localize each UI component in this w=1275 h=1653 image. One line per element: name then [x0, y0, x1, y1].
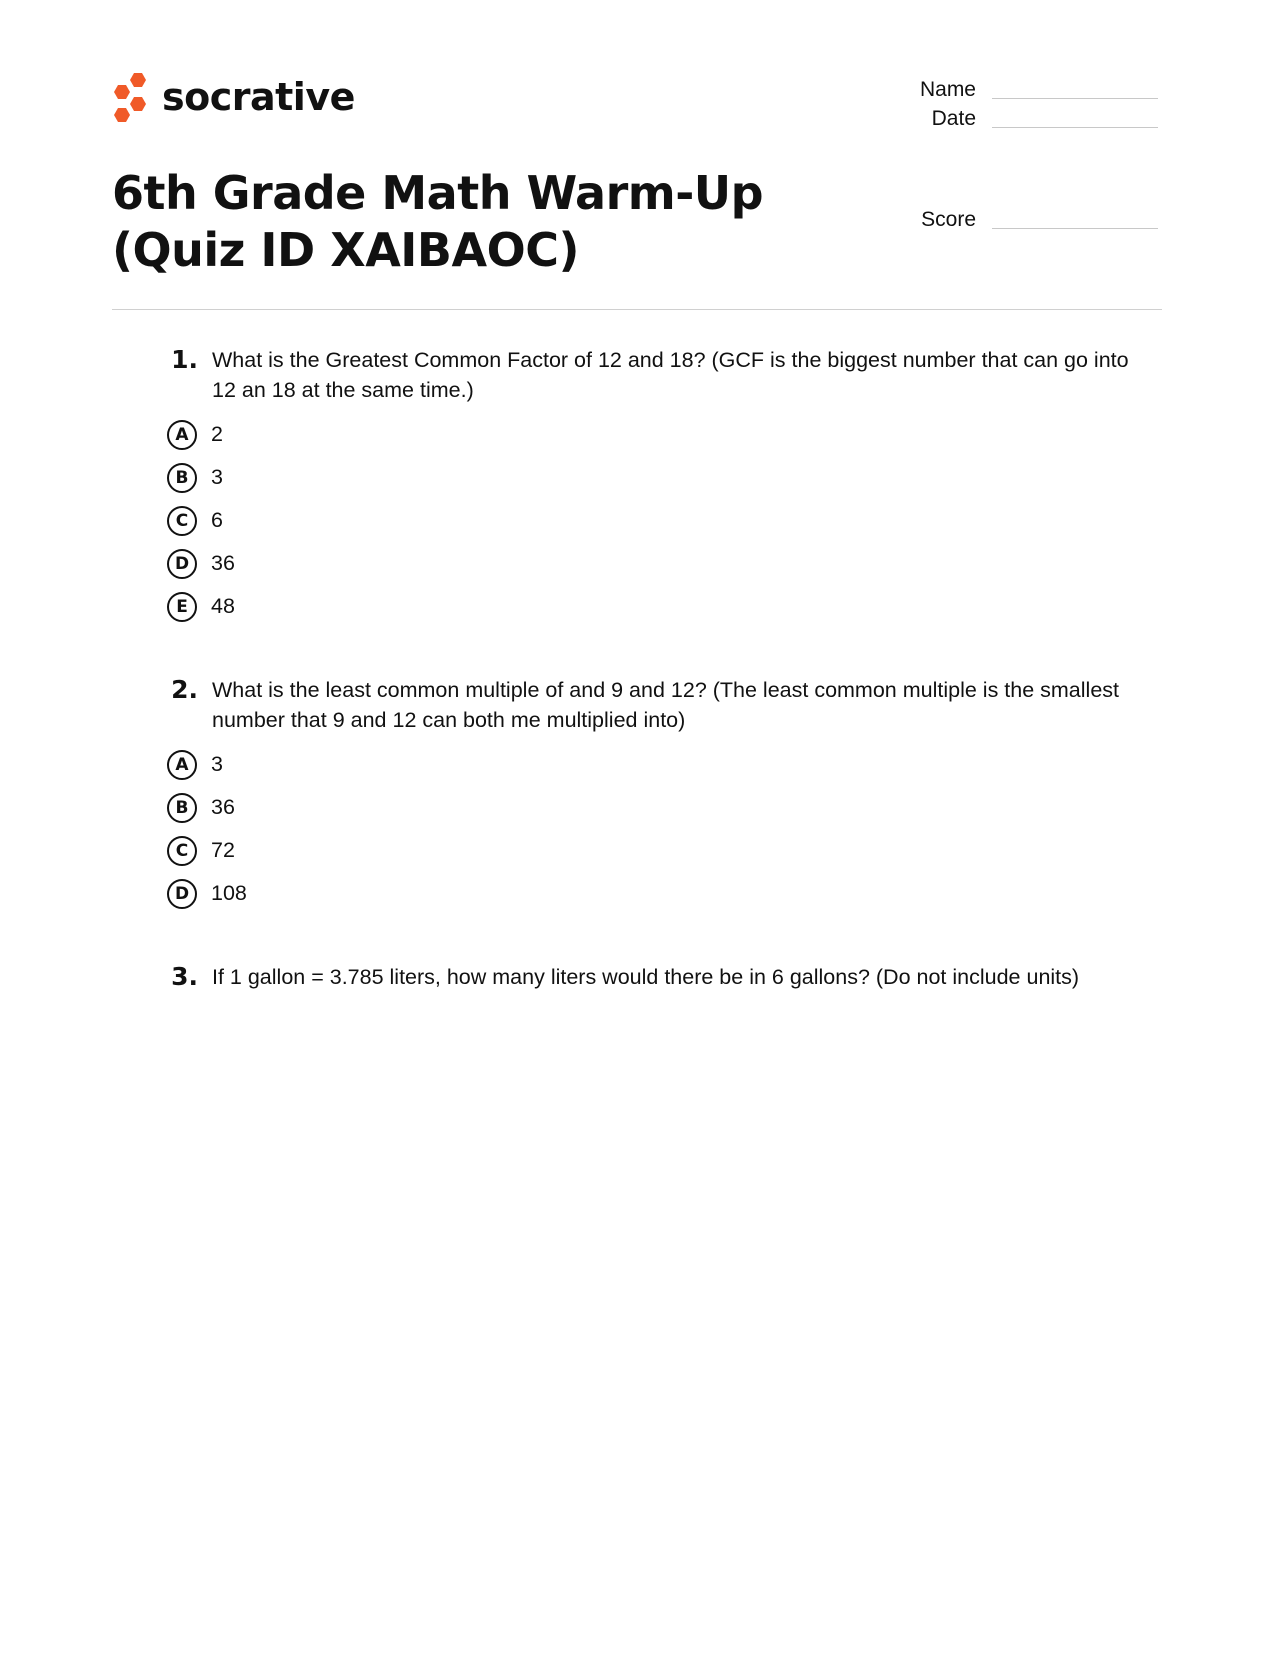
choice-bubble[interactable]: C	[167, 836, 197, 866]
choice-d[interactable]	[167, 542, 1155, 585]
choice-b[interactable]	[167, 786, 1155, 829]
question-1	[165, 345, 1155, 628]
name-label: Name	[919, 78, 976, 101]
choice-text: 36	[211, 795, 235, 819]
brand-name: socrative	[162, 75, 355, 119]
choice-bubble[interactable]: B	[167, 463, 197, 493]
socrative-logo	[112, 72, 355, 122]
choice-bubble[interactable]: C	[167, 506, 197, 536]
choice-text: 36	[211, 551, 235, 575]
choice-c[interactable]	[167, 829, 1155, 872]
question-number: 1.	[171, 345, 198, 374]
date-line[interactable]	[992, 127, 1158, 128]
name-field[interactable]	[876, 78, 1158, 102]
choice-text: 3	[211, 752, 223, 776]
hexagon-cluster-icon	[112, 72, 150, 122]
header-divider	[112, 309, 1162, 310]
choice-text: 3	[211, 465, 223, 489]
choice-text: 72	[211, 838, 235, 862]
choice-c[interactable]	[167, 499, 1155, 542]
question-text: If 1 gallon = 3.785 liters, how many liters would there be in 6 gallons? (Do not include units)	[212, 965, 1080, 989]
question-3	[165, 962, 1155, 992]
question-number: 3.	[171, 962, 198, 991]
choice-e[interactable]	[167, 585, 1155, 628]
score-line[interactable]	[992, 228, 1158, 229]
score-field[interactable]	[876, 208, 1158, 232]
choice-text: 6	[211, 508, 223, 532]
choice-bubble[interactable]: D	[167, 879, 197, 909]
choice-a[interactable]	[167, 743, 1155, 786]
choice-bubble[interactable]: E	[167, 592, 197, 622]
choice-bubble[interactable]: B	[167, 793, 197, 823]
choice-b[interactable]	[167, 456, 1155, 499]
name-line[interactable]	[992, 98, 1158, 99]
choice-bubble[interactable]: A	[167, 750, 197, 780]
date-field[interactable]	[876, 107, 1158, 131]
choice-text: 2	[211, 422, 223, 446]
choice-a[interactable]	[167, 413, 1155, 456]
choice-d[interactable]	[167, 872, 1155, 915]
choice-bubble[interactable]: D	[167, 549, 197, 579]
choice-text: 48	[211, 594, 235, 618]
question-text: What is the Greatest Common Factor of 12 and 18? (GCF is the biggest number that can go into 12 an 18 at the same time.)	[212, 348, 1129, 402]
quiz-title: 6th Grade Math Warm-Up (Quiz ID XAIBAOC)	[112, 166, 764, 277]
score-label: Score	[921, 208, 976, 231]
question-text: What is the least common multiple of and 9 and 12? (The least common multiple is the smallest number that 9 and 12 can both me multiplied into)	[212, 678, 1119, 732]
choice-text: 108	[211, 881, 247, 905]
date-label: Date	[931, 107, 976, 130]
question-2	[165, 675, 1155, 915]
question-number: 2.	[171, 675, 198, 704]
choice-bubble[interactable]: A	[167, 420, 197, 450]
